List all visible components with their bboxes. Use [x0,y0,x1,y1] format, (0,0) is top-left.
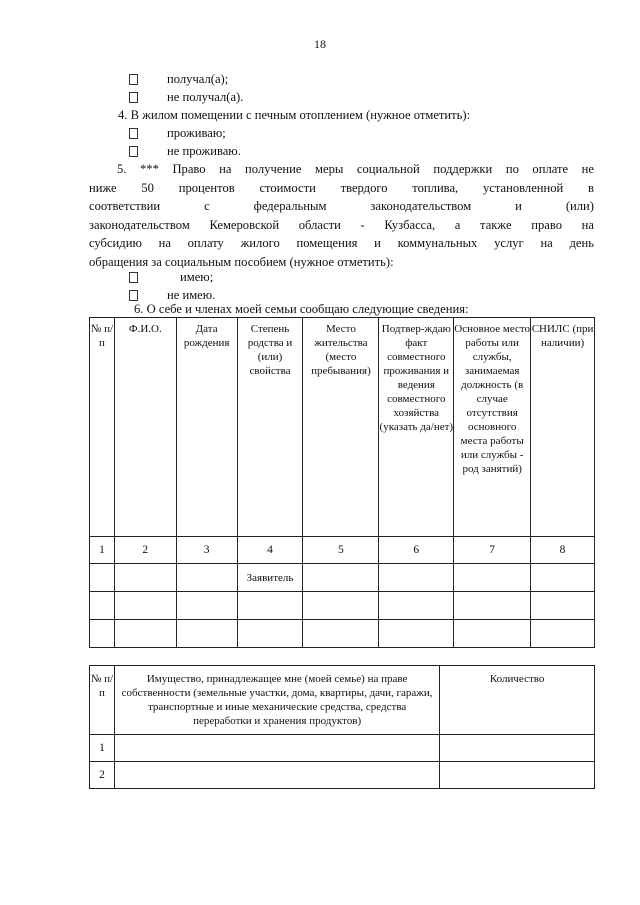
table-cell[interactable] [114,620,176,648]
column-number: 3 [176,537,237,564]
table-header-row [90,666,595,735]
section5-line: ниже 50 процентов стоимости твердого топлива, установленной в [89,180,594,195]
option-not-have: не имею. [167,288,216,302]
table-row [90,592,595,620]
table-cell[interactable] [237,620,303,648]
table-cell[interactable] [176,564,237,592]
column-header-name: Ф.И.О. [114,318,176,537]
table-cell[interactable] [531,592,595,620]
column-numbers-row [90,537,595,564]
table-cell[interactable] [454,564,531,592]
column-header-quantity: Количество [440,666,595,735]
column-number: 8 [531,537,595,564]
option-live: проживаю; [167,126,226,140]
section5-paragraph [89,160,594,271]
row-number: 1 [90,735,115,762]
option-have: имею; [180,270,214,284]
option-received: получал(а); [167,72,229,86]
table-cell[interactable] [379,564,454,592]
column-number: 4 [237,537,303,564]
table-cell[interactable] [303,592,379,620]
column-header-birth-date: Дата рождения [176,318,237,537]
table-cell[interactable] [114,564,176,592]
column-header-number: № п/п [90,666,115,735]
section4-heading: 4. В жилом помещении с печным отоплением (нужное отметить): [118,108,471,122]
table-cell[interactable]: Заявитель [237,564,303,592]
table-row [90,620,595,648]
table-row [90,762,595,789]
column-header-cohabitation: Подтвер-ждаю факт совместного проживания и ведения совместного хозяйства (указать да/нет) [379,318,454,537]
table-cell[interactable] [531,564,595,592]
table-cell[interactable] [440,762,595,789]
table-cell[interactable] [90,564,115,592]
table-cell[interactable] [379,620,454,648]
page-number: 18 [314,37,326,51]
table-cell[interactable] [114,592,176,620]
table-cell[interactable] [303,564,379,592]
table-cell[interactable] [531,620,595,648]
column-header-property: Имущество, принадлежащее мне (моей семье) на праве собственности (земельные участки, дома, квартиры, дачи, гаражи, транспортные и иные механические средства, средства переработки и хранения продуктов) [114,666,439,735]
table-cell[interactable] [114,762,439,789]
section5-line: соответствии с федеральным законодательством и (или) [89,199,594,213]
section5-line: обращения за социальным пособием (нужное отметить): [89,254,394,269]
family-members-table [89,317,595,648]
table-row [90,735,595,762]
table-cell[interactable] [176,592,237,620]
table-cell[interactable] [440,735,595,762]
column-header-relationship: Степень родства и (или) свойства [237,318,303,537]
table-cell[interactable] [90,620,115,648]
column-number: 7 [454,537,531,564]
table-cell[interactable] [114,735,439,762]
checkbox-not-received[interactable] [129,92,138,103]
column-number: 5 [303,537,379,564]
property-table [89,665,595,789]
column-number: 2 [114,537,176,564]
table-cell[interactable] [90,592,115,620]
checkbox-received[interactable] [129,74,138,85]
checkbox-not-live[interactable] [129,146,138,157]
checkbox-have[interactable] [129,272,138,283]
column-header-residence: Место жительства (место пребывания) [303,318,379,537]
table-cell[interactable] [176,620,237,648]
option-not-live: не проживаю. [167,144,241,158]
table-row [90,564,595,592]
column-number: 1 [90,537,115,564]
table-cell[interactable] [379,592,454,620]
table-header-row [90,318,595,537]
option-not-received: не получал(а). [167,90,244,104]
section5-line: 5. *** Право на получение меры социальной поддержки по оплате не [117,162,594,176]
column-header-number: № п/п [90,318,115,537]
checkbox-live[interactable] [129,128,138,139]
checkbox-not-have[interactable] [129,290,138,301]
column-header-snils: СНИЛС (при наличии) [531,318,595,537]
section5-line: законодательством Кемеровской области - Кузбасса, а также право на [89,217,594,232]
table-cell[interactable] [303,620,379,648]
table-cell[interactable] [454,592,531,620]
column-header-employment: Основное место работы или службы, занимаемая должность (в случае отсутствия основного места работы или службы - род занятий) [454,318,531,537]
section5-line: субсидию на оплату жилого помещения и коммунальных услуг на день [89,236,594,250]
column-number: 6 [379,537,454,564]
table-cell[interactable] [454,620,531,648]
row-number: 2 [90,762,115,789]
table-cell[interactable] [237,592,303,620]
section6-heading: 6. О себе и членах моей семьи сообщаю следующие сведения: [134,302,469,316]
